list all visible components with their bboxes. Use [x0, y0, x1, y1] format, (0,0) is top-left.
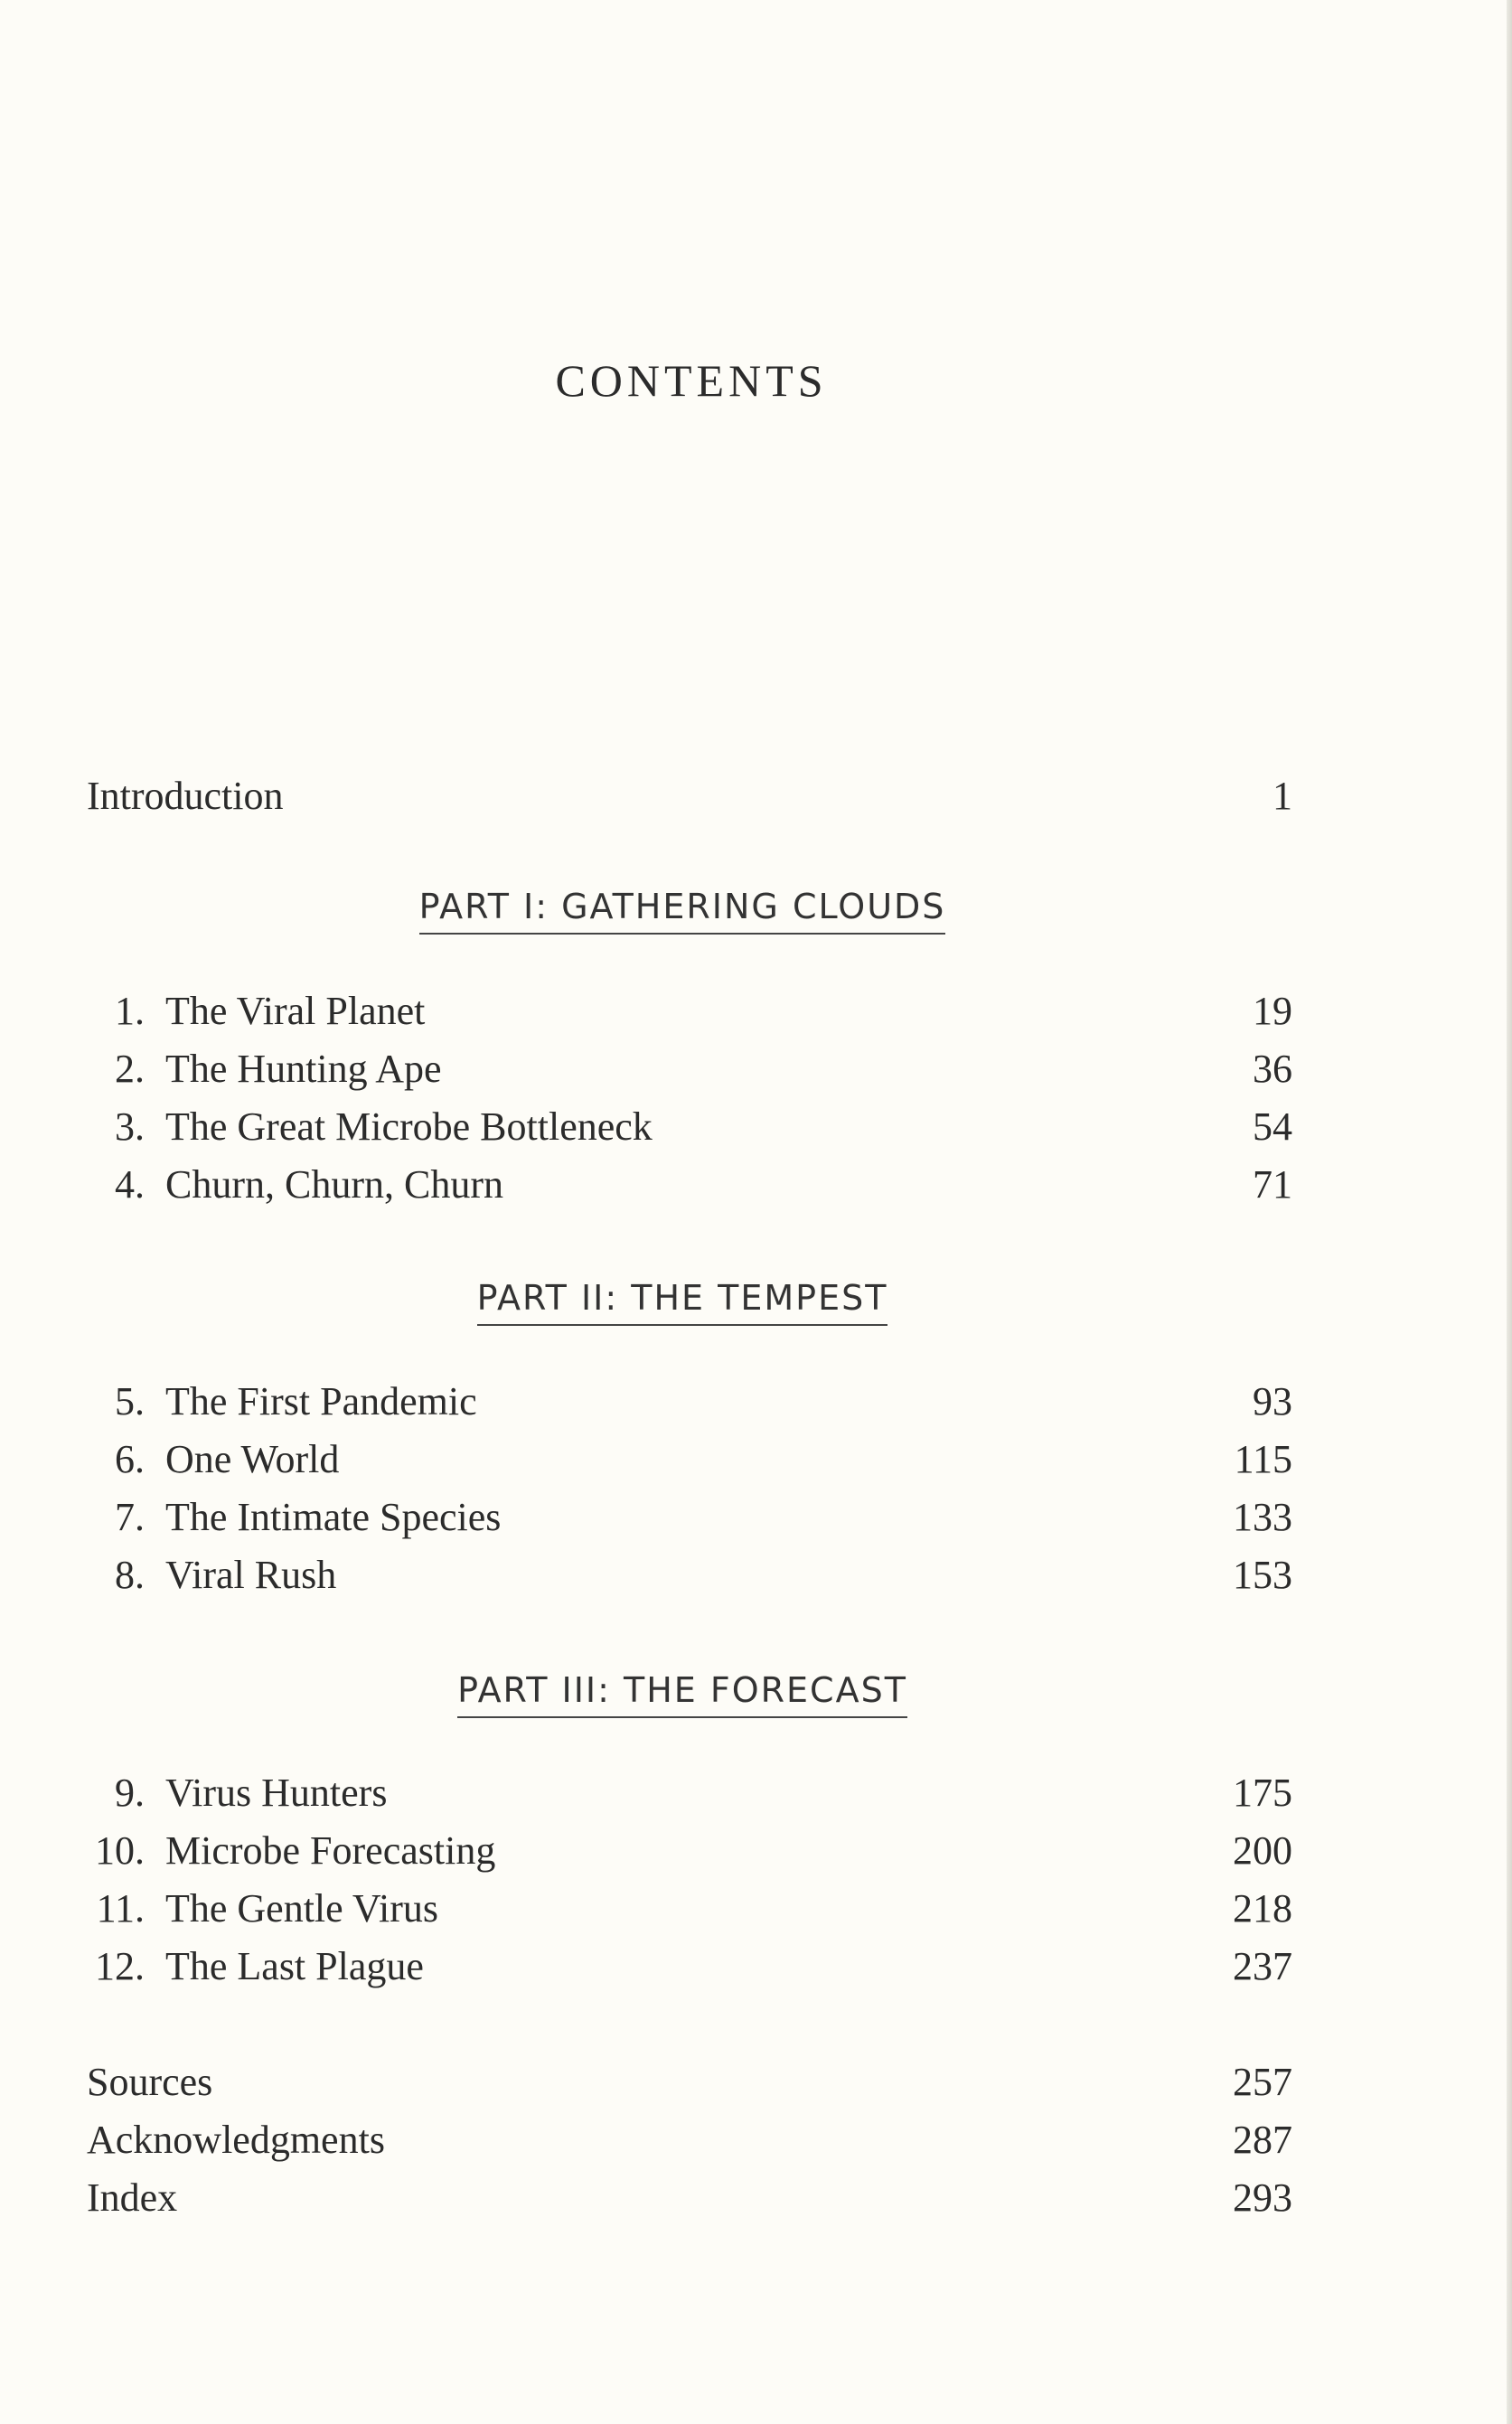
chapter-page: 133	[1233, 1495, 1292, 1539]
chapter-title: The Hunting Ape	[165, 1047, 442, 1091]
chapter-page: 237	[1233, 1944, 1292, 1988]
chapter-title: Viral Rush	[165, 1553, 337, 1597]
toc-entry-index[interactable]	[0, 2168, 1512, 2228]
toc-entry-chapter-5[interactable]	[0, 1372, 1512, 1432]
chapter-number: 8.	[115, 1553, 145, 1597]
toc-entry-page: 287	[1233, 2118, 1292, 2162]
chapter-title: Microbe Forecasting	[165, 1828, 496, 1873]
chapter-number: 5.	[115, 1379, 145, 1423]
chapter-number: 7.	[115, 1495, 145, 1539]
part-heading-1: PART I: GATHERING CLOUDS	[0, 886, 1365, 935]
toc-entry-chapter-1[interactable]	[0, 982, 1512, 1041]
toc-entry-page: 1	[1273, 774, 1292, 818]
chapter-title: The Viral Planet	[165, 989, 426, 1033]
chapter-title: The Gentle Virus	[165, 1886, 439, 1931]
chapter-title: One World	[165, 1437, 340, 1481]
toc-entry-chapter-10[interactable]	[0, 1821, 1512, 1881]
chapter-title: Virus Hunters	[165, 1771, 388, 1815]
toc-entry-chapter-8[interactable]	[0, 1546, 1512, 1605]
chapter-page: 153	[1233, 1553, 1292, 1597]
chapter-number: 11.	[96, 1886, 145, 1931]
chapter-number: 3.	[115, 1104, 145, 1149]
toc-entry-introduction[interactable]	[0, 766, 1512, 826]
toc-entry-sources[interactable]	[0, 2053, 1512, 2112]
toc-entry-page: 293	[1233, 2175, 1292, 2220]
chapter-page: 115	[1234, 1437, 1292, 1481]
toc-entry-chapter-7[interactable]	[0, 1488, 1512, 1547]
chapter-page: 218	[1233, 1886, 1292, 1931]
toc-entry-chapter-12[interactable]	[0, 1937, 1512, 1997]
chapter-title: The Last Plague	[165, 1944, 424, 1988]
chapter-page: 200	[1233, 1828, 1292, 1873]
chapter-page: 71	[1253, 1162, 1292, 1207]
chapter-number: 1.	[115, 989, 145, 1033]
chapter-page: 19	[1253, 989, 1292, 1033]
page-title: CONTENTS	[555, 355, 828, 406]
toc-entry-title: Acknowledgments	[87, 2118, 385, 2162]
toc-entry-title: Index	[87, 2175, 178, 2220]
chapter-title: The Great Microbe Bottleneck	[165, 1104, 653, 1149]
toc-entry-chapter-3[interactable]	[0, 1097, 1512, 1157]
chapter-page: 93	[1253, 1379, 1292, 1423]
toc-entry-page: 257	[1233, 2060, 1292, 2104]
toc-entry-title: Sources	[87, 2060, 213, 2104]
toc-entry-chapter-9[interactable]	[0, 1763, 1512, 1823]
toc-entry-title: Introduction	[87, 774, 284, 818]
chapter-number: 6.	[115, 1437, 145, 1481]
chapter-page: 36	[1253, 1047, 1292, 1091]
chapter-title: The First Pandemic	[165, 1379, 477, 1423]
chapter-number: 10.	[95, 1828, 145, 1873]
toc-entry-chapter-6[interactable]	[0, 1430, 1512, 1489]
part-heading-2: PART II: THE TEMPEST	[0, 1277, 1365, 1326]
chapter-number: 2.	[115, 1047, 145, 1091]
chapter-number: 12.	[95, 1944, 145, 1988]
chapter-title: The Intimate Species	[165, 1495, 502, 1539]
chapter-page: 54	[1253, 1104, 1292, 1149]
toc-entry-chapter-4[interactable]	[0, 1155, 1512, 1215]
toc-entry-acknowledgments[interactable]	[0, 2110, 1512, 2170]
toc-entry-chapter-11[interactable]	[0, 1879, 1512, 1939]
chapter-number: 4.	[115, 1162, 145, 1207]
chapter-page: 175	[1233, 1771, 1292, 1815]
part-heading-3: PART III: THE FORECAST	[0, 1669, 1365, 1718]
chapter-title: Churn, Churn, Churn	[165, 1162, 503, 1207]
chapter-number: 9.	[115, 1771, 145, 1815]
toc-entry-chapter-2[interactable]	[0, 1039, 1512, 1099]
